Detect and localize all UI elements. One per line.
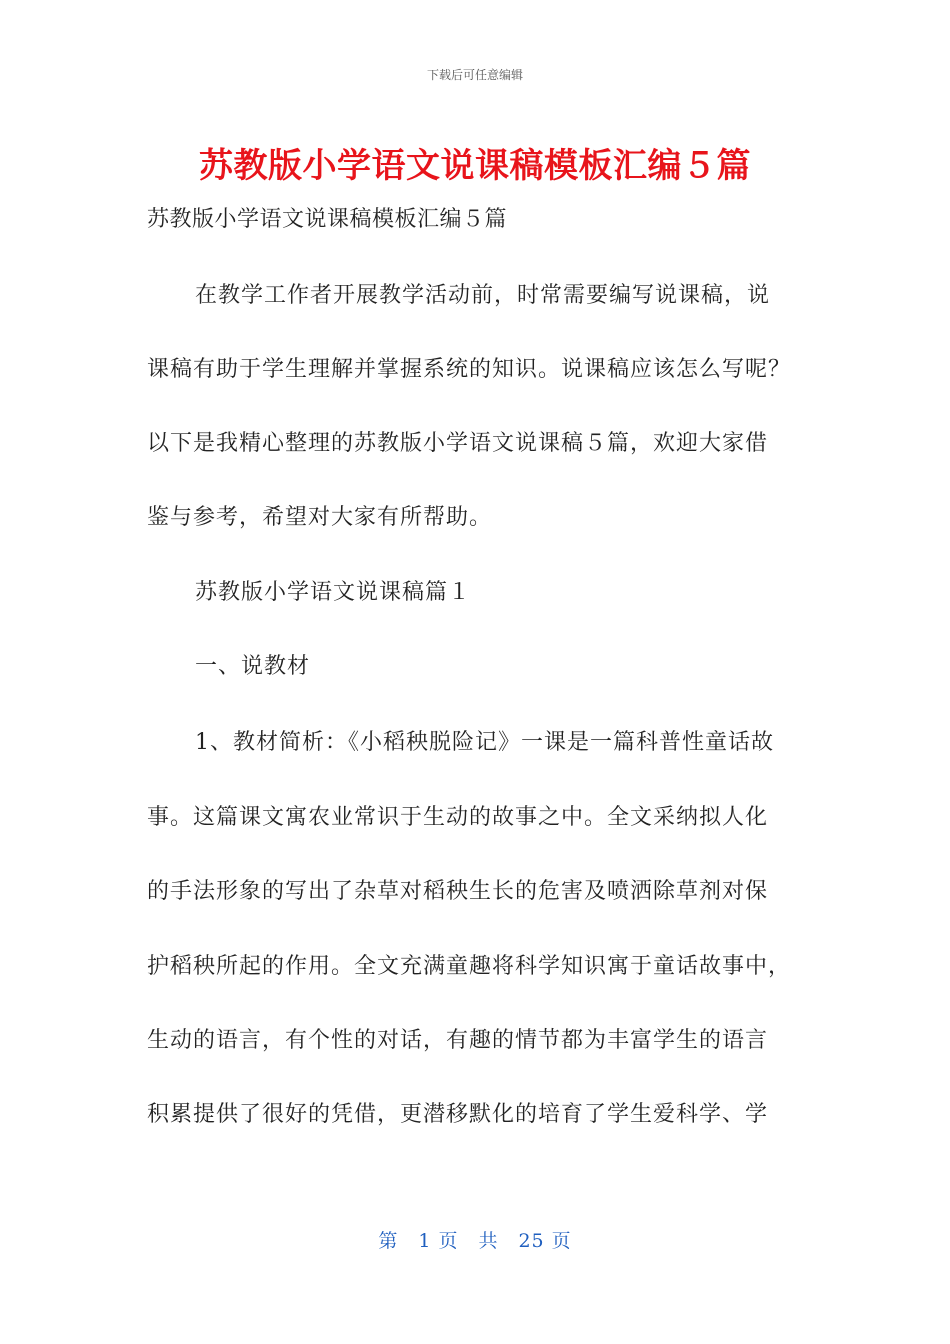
page-number-footer: 第 1 页 共 25 页 xyxy=(378,1230,572,1252)
paragraph-line: 事。这篇课文寓农业常识于生动的故事之中。全文采纳拟人化 xyxy=(147,805,769,830)
paragraph-line: 以下是我精心整理的苏教版小学语文说课稿５篇，欢迎大家借 xyxy=(147,431,769,456)
page-header: 下载后可任意编辑 xyxy=(426,68,523,82)
paragraph-line: 的手法形象的写出了杂草对稻秧生长的危害及喷洒除草剂对保 xyxy=(147,879,769,904)
section-subheading: 一、说教材 xyxy=(195,654,311,679)
section-heading: 苏教版小学语文说课稿篇１ xyxy=(195,580,472,605)
paragraph-line: 积累提供了很好的凭借，更潜移默化的培育了学生爱科学、学 xyxy=(147,1102,769,1127)
paragraph-line: 在教学工作者开展教学活动前，时常需要编写说课稿，说 xyxy=(195,283,771,308)
paragraph-line: 生动的语言，有个性的对话，有趣的情节都为丰富学生的语言 xyxy=(147,1028,769,1053)
paragraph-line: 护稻秧所起的作用。全文充满童趣将科学知识寓于童话故事中， xyxy=(147,954,792,979)
paragraph-line: 1、教材简析：《小稻秧脱险记》一课是一篇科普性童话故 xyxy=(195,730,774,755)
document-title: 苏教版小学语文说课稿模板汇编５篇 xyxy=(199,146,751,186)
paragraph-line: 课稿有助于学生理解并掌握系统的知识。说课稿应该怎么写呢？ xyxy=(147,357,792,382)
document-subtitle: 苏教版小学语文说课稿模板汇编５篇 xyxy=(147,207,508,232)
paragraph-line: 鉴与参考，希望对大家有所帮助。 xyxy=(147,505,493,530)
